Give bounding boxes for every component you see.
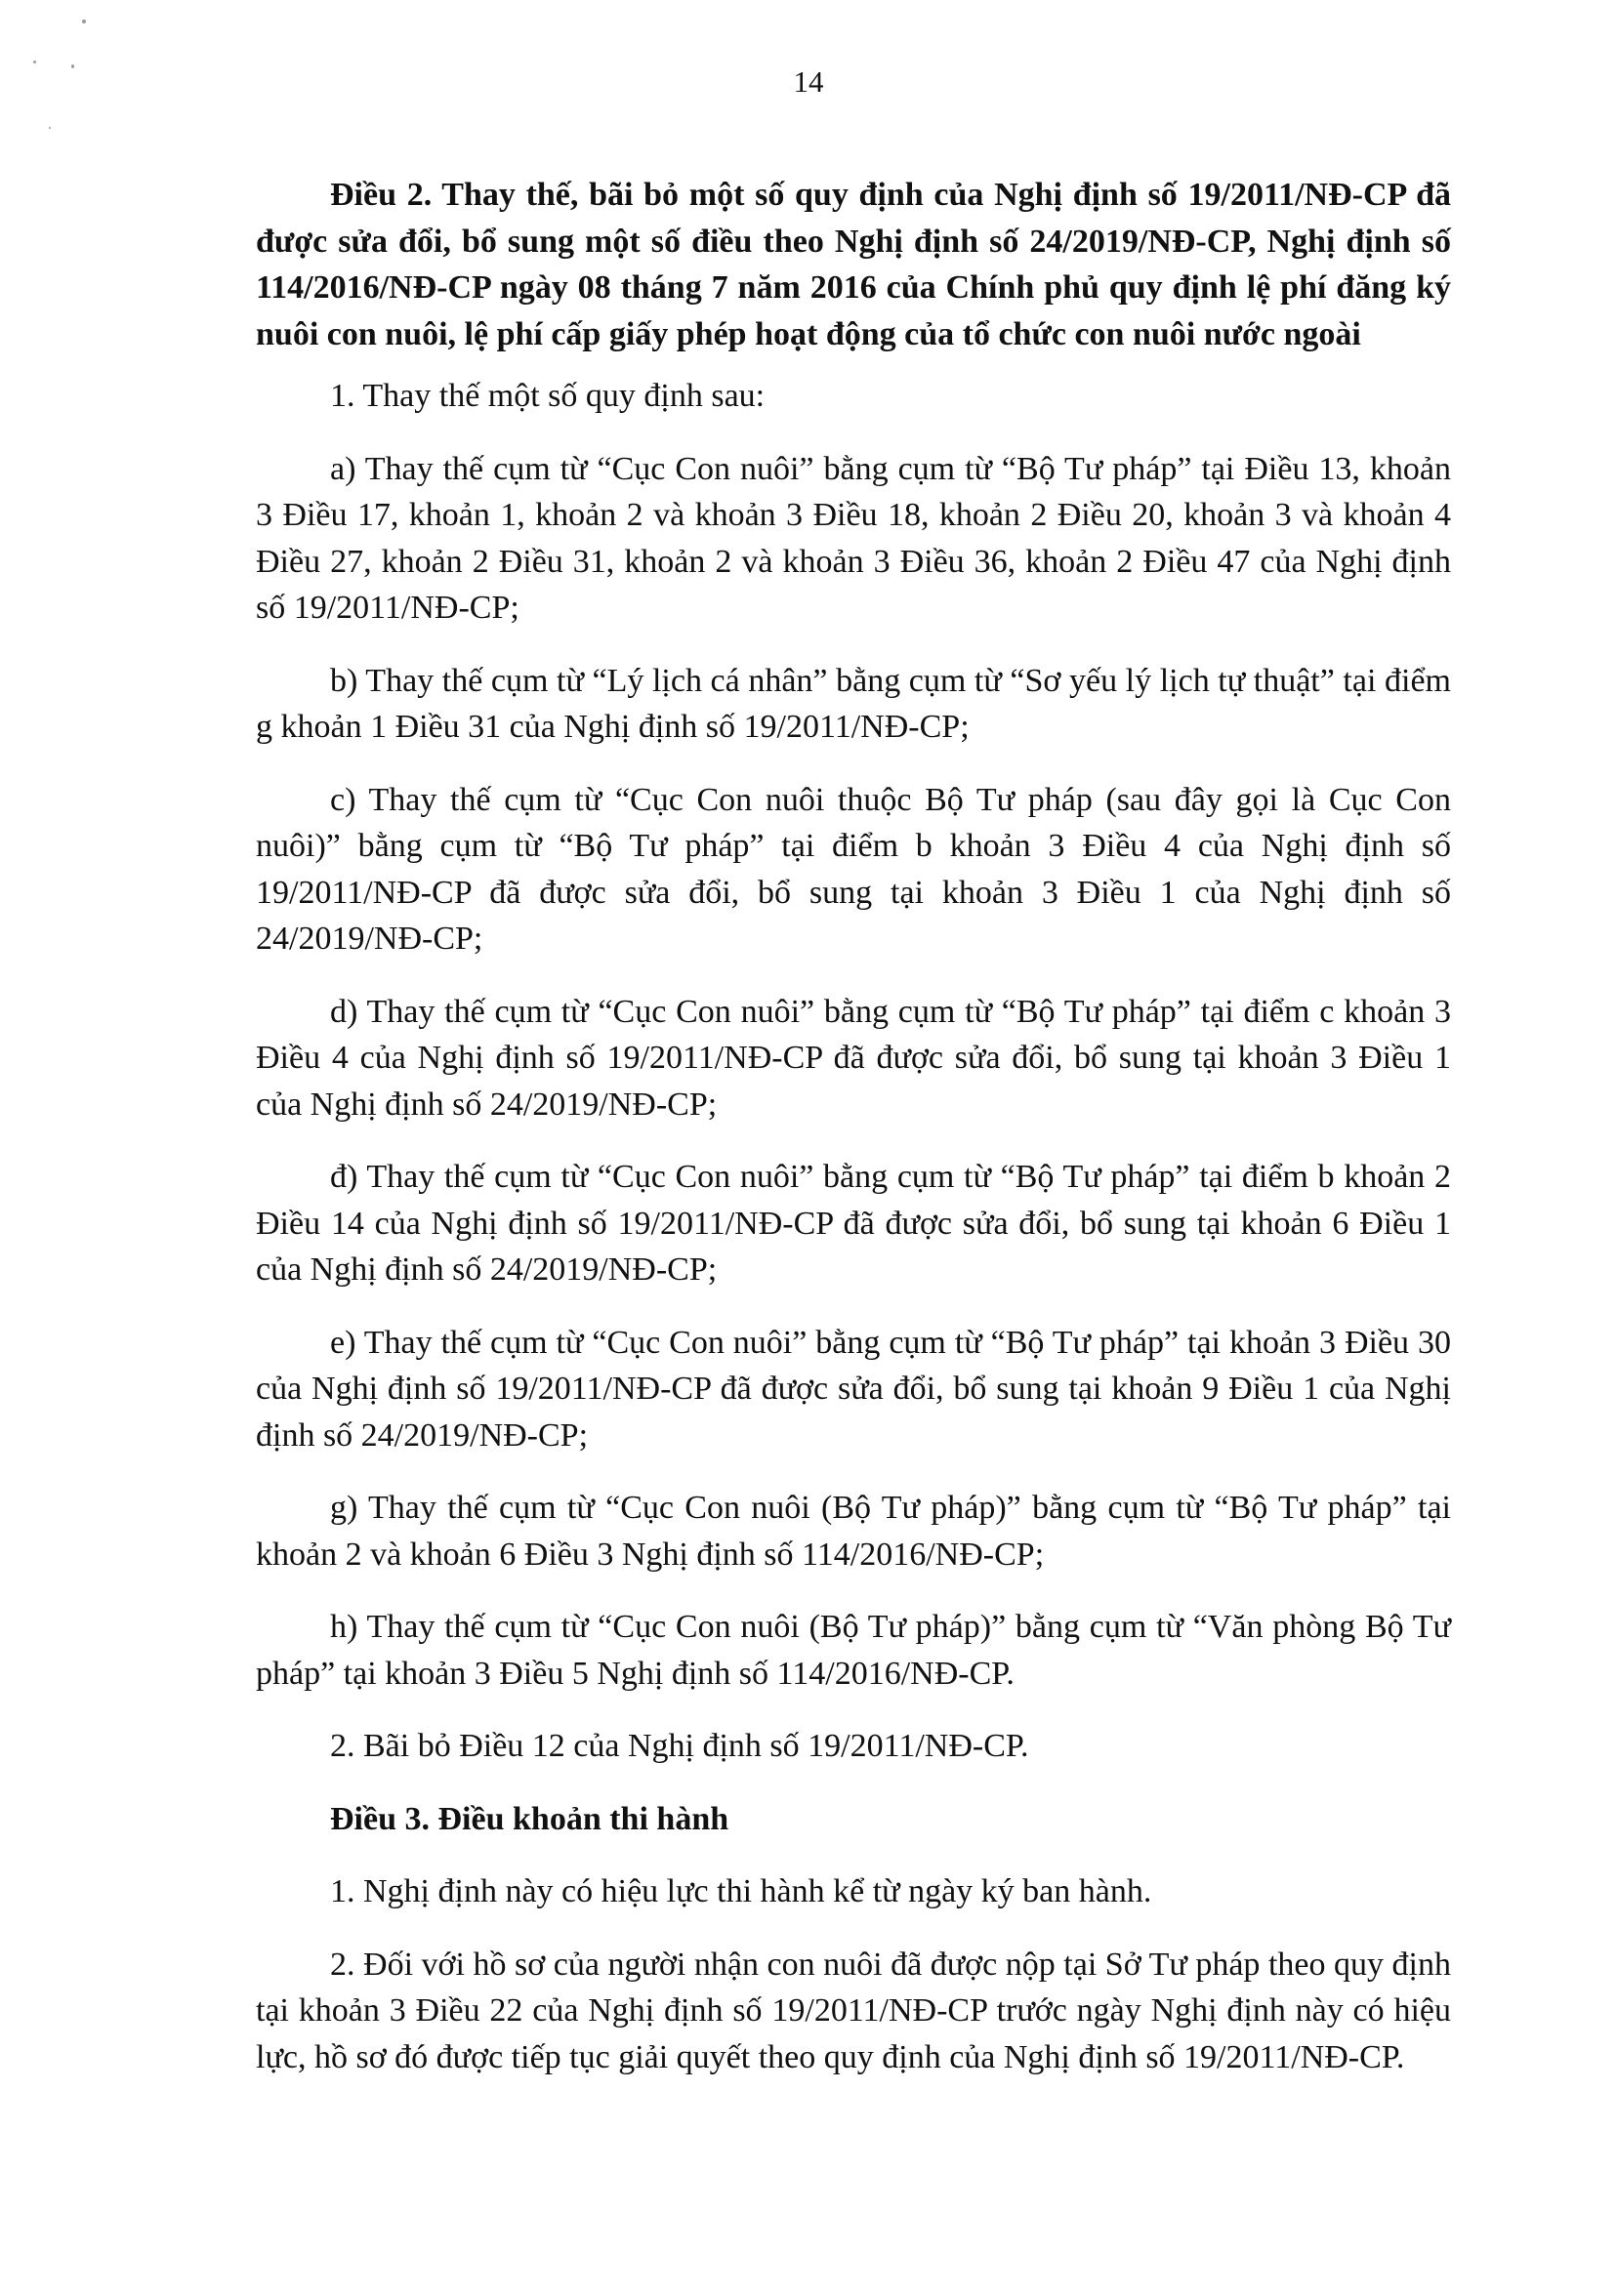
article-3-title: Điều 3. Điều khoản thi hành: [330, 1800, 729, 1837]
article-3-clause-2: 2. Đối với hồ sơ của người nhận con nuôi đã được nộp tại Sở Tư pháp theo quy định tại khoản 3 Điều 22 của Nghị định số 19/2011/NĐ-CP trước ngày Nghị định này có hiệu lực, hồ sơ đó được tiếp tục giải quyết theo quy định của Nghị định số 19/2011/NĐ-CP.: [256, 1946, 1451, 2075]
scan-speck-1: [82, 20, 86, 23]
article-2-point-dd: đ) Thay thế cụm từ “Cục Con nuôi” bằng cụm từ “Bộ Tư pháp” tại điểm b khoản 2 Điều 14 của Nghị định số 19/2011/NĐ-CP đã được sửa đổi, bổ sung tại khoản 6 Điều 1 của Nghị định số 24/2019/NĐ-CP;: [256, 1159, 1451, 1288]
article-2-point-d: d) Thay thế cụm từ “Cục Con nuôi” bằng cụm từ “Bộ Tư pháp” tại điểm c khoản 3 Điều 4 của Nghị định số 19/2011/NĐ-CP đã được sửa đổi, bổ sung tại khoản 3 Điều 1 của Nghị định số 24/2019/NĐ-CP;: [256, 993, 1451, 1123]
article-2-point-g: g) Thay thế cụm từ “Cục Con nuôi (Bộ Tư pháp)” bằng cụm từ “Bộ Tư pháp” tại khoản 2 và khoản 6 Điều 3 Nghị định số 114/2016/NĐ-CP;: [256, 1490, 1451, 1573]
article-2-point-h: h) Thay thế cụm từ “Cục Con nuôi (Bộ Tư pháp)” bằng cụm từ “Văn phòng Bộ Tư pháp” tại khoản 3 Điều 5 Nghị định số 114/2016/NĐ-CP.: [256, 1609, 1451, 1692]
article-2-title: Điều 2. Thay thế, bãi bỏ một số quy định của Nghị định số 19/2011/NĐ-CP đã được sửa đổi, bổ sung một số điều theo Nghị định số 24/2019/NĐ-CP, Nghị định số 114/2016/NĐ-CP ngày 08 tháng 7 năm 2016 của Chính phủ quy định lệ phí đăng ký nuôi con nuôi, lệ phí cấp giấy phép hoạt động của tổ chức con nuôi nước ngoài: [256, 177, 1451, 352]
article-3-clause-1: 1. Nghị định này có hiệu lực thi hành kể từ ngày ký ban hành.: [330, 1873, 1152, 1909]
document-body: [256, 172, 1451, 2107]
article-2-clause-1: 1. Thay thế một số quy định sau:: [330, 378, 766, 414]
article-2-point-c: c) Thay thế cụm từ “Cục Con nuôi thuộc Bộ Tư pháp (sau đây gọi là Cục Con nuôi)” bằng cụm từ “Bộ Tư pháp” tại điểm b khoản 3 Điều 4 của Nghị định số 19/2011/NĐ-CP đã được sửa đổi, bổ sung tại khoản 3 Điều 1 của Nghị định số 24/2019/NĐ-CP;: [256, 781, 1451, 957]
article-2-point-b: b) Thay thế cụm từ “Lý lịch cá nhân” bằng cụm từ “Sơ yếu lý lịch tự thuật” tại điểm g khoản 1 Điều 31 của Nghị định số 19/2011/NĐ-CP;: [256, 662, 1451, 745]
article-2-point-e: e) Thay thế cụm từ “Cục Con nuôi” bằng cụm từ “Bộ Tư pháp” tại khoản 3 Điều 30 của Nghị định số 19/2011/NĐ-CP đã được sửa đổi, bổ sung tại khoản 9 Điều 1 của Nghị định số 24/2019/NĐ-CP;: [256, 1324, 1451, 1454]
article-2-point-a: a) Thay thế cụm từ “Cục Con nuôi” bằng cụm từ “Bộ Tư pháp” tại Điều 13, khoản 3 Điều 17, khoản 1, khoản 2 và khoản 3 Điều 18, khoản 2 Điều 20, khoản 3 và khoản 4 Điều 27, khoản 2 Điều 31, khoản 2 và khoản 3 Điều 36, khoản 2 Điều 47 của Nghị định số 19/2011/NĐ-CP;: [256, 450, 1451, 626]
scan-speck-2: [33, 61, 36, 63]
page-number: 14: [793, 64, 824, 99]
article-2-clause-2: 2. Bãi bỏ Điều 12 của Nghị định số 19/2011/NĐ-CP.: [330, 1728, 1029, 1764]
scan-speck-4: [49, 127, 51, 129]
